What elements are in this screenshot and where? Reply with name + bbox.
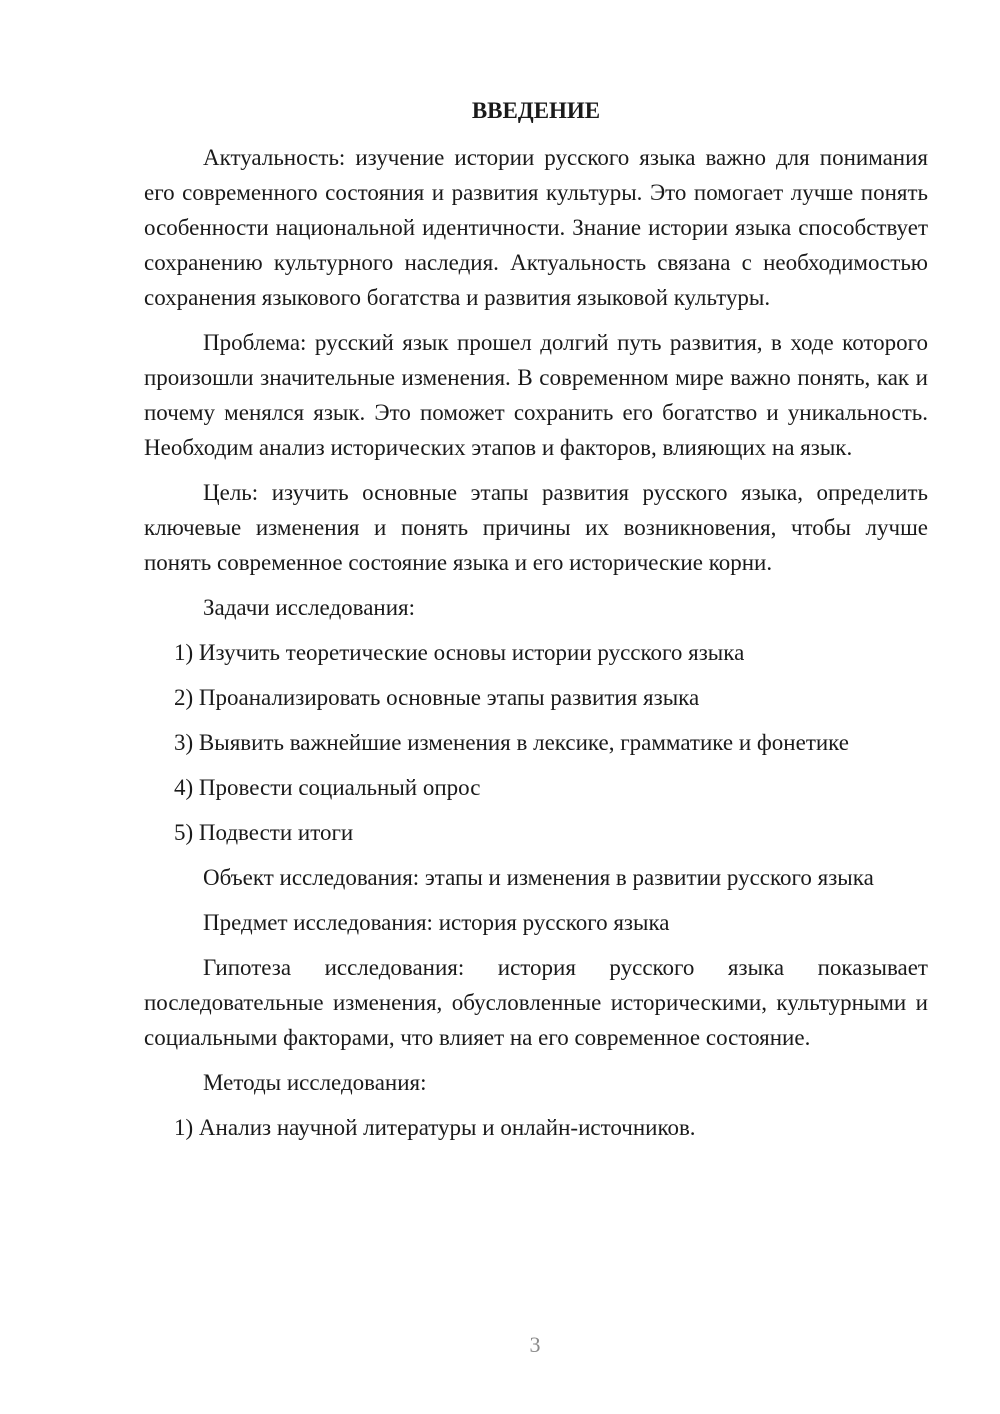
list-item: 5) Подвести итоги bbox=[174, 820, 354, 845]
paragraph-relevance: Актуальность: изучение истории русского языка важно для понимания его современного состояния и развития культуры. Это помогает лучше понять особенности национальной идентичности. Знание истории языка способствует сохранению культурного наследия. Актуальность связана с необходимостью сохранения языкового богатства и развития языковой культуры. bbox=[144, 145, 928, 310]
page-title: ВВЕДЕНИЕ bbox=[471, 98, 601, 123]
list-item: 4) Провести социальный опрос bbox=[174, 775, 481, 800]
paragraph-problem: Проблема: русский язык прошел долгий путь развития, в ходе которого произошли значительные изменения. В современном мире важно понять, как и почему менялся язык. Это поможет сохранить его богатство и уникальность. Необходим анализ исторических этапов и факторов, влияющих на язык. bbox=[144, 330, 928, 460]
paragraph-object: Объект исследования: этапы и изменения в развитии русского языка bbox=[203, 865, 874, 890]
tasks-list bbox=[144, 635, 928, 850]
methods-heading: Методы исследования: bbox=[203, 1070, 427, 1095]
paragraph-hypothesis: Гипотеза исследования: история русского языка показывает последовательные изменения, обусловленные историческими, культурными и социальными факторами, что влияет на его современное состояние. bbox=[144, 955, 928, 1050]
paragraph-subject: Предмет исследования: история русского языка bbox=[203, 910, 670, 935]
list-item: 1) Изучить теоретические основы истории русского языка bbox=[174, 640, 745, 665]
page-content bbox=[144, 94, 928, 1155]
list-item: 3) Выявить важнейшие изменения в лексике, грамматике и фонетике bbox=[174, 730, 849, 755]
methods-list bbox=[144, 1110, 928, 1145]
paragraph-goal: Цель: изучить основные этапы развития русского языка, определить ключевые изменения и понять причины их возникновения, чтобы лучше понять современное состояние языка и его исторические корни. bbox=[144, 480, 928, 575]
list-item: 1) Анализ научной литературы и онлайн-источников. bbox=[174, 1115, 696, 1140]
tasks-heading: Задачи исследования: bbox=[203, 595, 416, 620]
list-item: 2) Проанализировать основные этапы развития языка bbox=[174, 685, 700, 710]
page-number: 3 bbox=[529, 1332, 541, 1357]
